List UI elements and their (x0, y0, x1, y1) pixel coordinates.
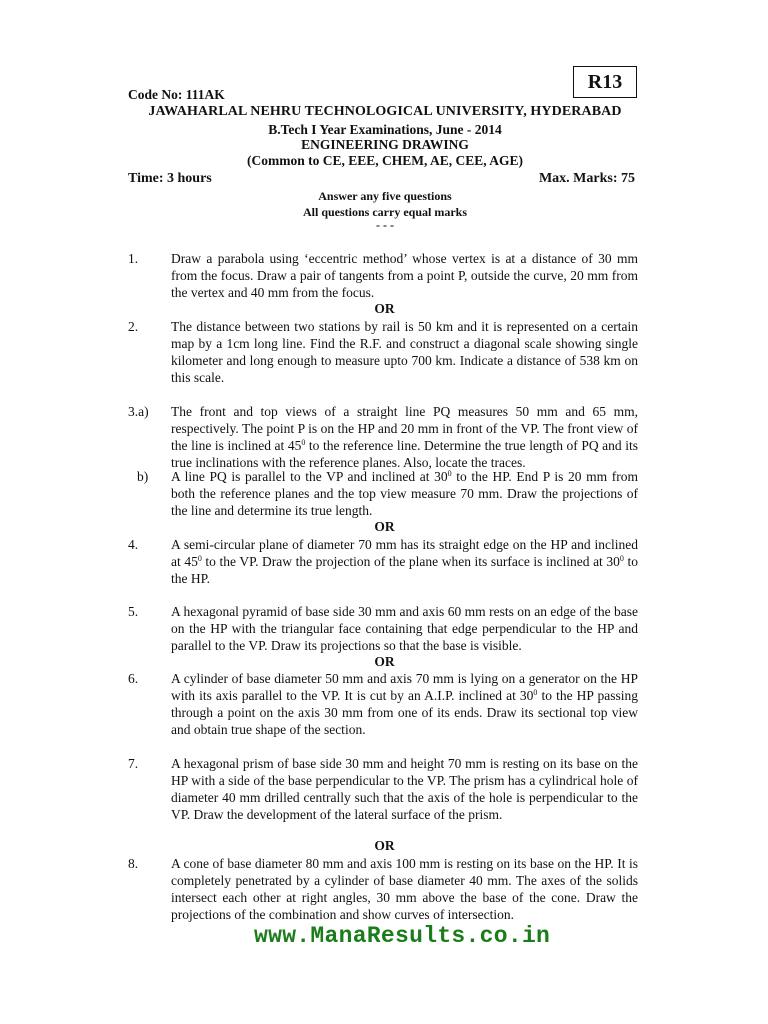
question-6-number: 6. (128, 671, 139, 686)
question-5-number: 5. (128, 604, 139, 619)
regulation-box: R13 (573, 66, 637, 98)
question-2-number: 2. (128, 319, 139, 334)
question-3b-number: b) (137, 469, 149, 484)
question-7-text: A hexagonal prism of base side 30 mm and height 70 mm is resting on its base on the HP with a side of the base perpendicular to the VP. The prism has a cylindrical hole of diameter 40 mm drilled centrally such that the axis of the hole is perpendicular to the VP. Draw the development of the lateral surface of the prism. (171, 756, 638, 822)
question-2-text: The distance between two stations by rail is 50 km and it is represented on a certain map by a 1cm long line. Find the R.F. and construct a diagonal scale showing single kilometer and long enough to measure upto 700 km. Indicate a distance of 538 km on this scale. (171, 319, 638, 385)
max-marks: Max. Marks: 75 (538, 171, 635, 186)
question-1-text: Draw a parabola using ‘eccentric method’ whose vertex is at a distance of 30 mm from the focus. Draw a pair of tangents from a point P, outside the curve, 20 mm from the vertex and 40 mm from the focus. (171, 251, 638, 300)
branches-line: (Common to CE, EEE, CHEM, AE, CEE, AGE) (246, 153, 524, 168)
question-1-number: 1. (128, 251, 139, 266)
question-4-text: A semi-circular plane of diameter 70 mm has its straight edge on the HP and inclined at $45^0$ to the VP. Draw the projection of the plane when its surface is inclined at $30^0$ to the HP. (171, 537, 638, 586)
question-3a-number: 3.a) (128, 404, 149, 419)
question-3b-text: A line PQ is parallel to the VP and inclined at $30^0$ to the HP. End P is 20 mm from both the reference planes and the top view measure 70 mm. Draw the projections of the line and determine its true length. (171, 469, 638, 518)
header-separator: - - - (376, 218, 394, 232)
or-separator: OR (374, 838, 395, 853)
question-6-text: A cylinder of base diameter 50 mm and axis 70 mm is lying on a generator on the HP with its axis parallel to the VP. It is cut by an A.I.P. inclined at $30^0$ to the HP passing through a point on the axis 30 mm from one of its ends. Draw its sectional top view and obtain true shape of the section. (171, 671, 638, 737)
question-5-text: A hexagonal pyramid of base side 30 mm and axis 60 mm rests on an edge of the base on the HP with the triangular face containing that edge perpendicular to the HP and parallel to the VP. Draw its projections so that the base is visible. (171, 604, 638, 653)
university-name: JAWAHARLAL NEHRU TECHNOLOGICAL UNIVERSITY, HYDERABAD (148, 104, 622, 119)
question-4-number: 4. (128, 537, 139, 552)
instruction-equal-marks: All questions carry equal marks (302, 205, 467, 219)
time-allowed: Time: 3 hours (128, 171, 212, 186)
or-separator: OR (374, 654, 395, 669)
or-separator: OR (374, 519, 395, 534)
exam-name: B.Tech I Year Examinations, June - 2014 (268, 122, 502, 137)
or-separator: OR (374, 301, 395, 316)
subject-name: ENGINEERING DRAWING (301, 137, 469, 152)
question-3a-text: The front and top views of a straight line PQ measures 50 mm and 65 mm, respectively. The point P is on the HP and 20 mm in front of the VP. The front view of the line is inclined at $45^0$ to the reference line. Determine the true length of PQ and its true inclinations with the reference planes. Also, locate the traces. (171, 404, 638, 470)
question-8-text: A cone of base diameter 80 mm and axis 100 mm is resting on its base on the HP. It is completely penetrated by a cylinder of base diameter 40 mm. The axes of the solids intersect each other at right angles, 30 mm above the base of the cone. Draw the projections of the combination and show curves of intersection. (171, 856, 638, 922)
code-number: Code No: 111AK (128, 87, 225, 102)
instruction-answer-five: Answer any five questions (318, 189, 452, 203)
website-watermark: www.ManaResults.co.in (254, 923, 551, 949)
question-8-number: 8. (128, 856, 139, 871)
question-7-number: 7. (128, 756, 139, 771)
